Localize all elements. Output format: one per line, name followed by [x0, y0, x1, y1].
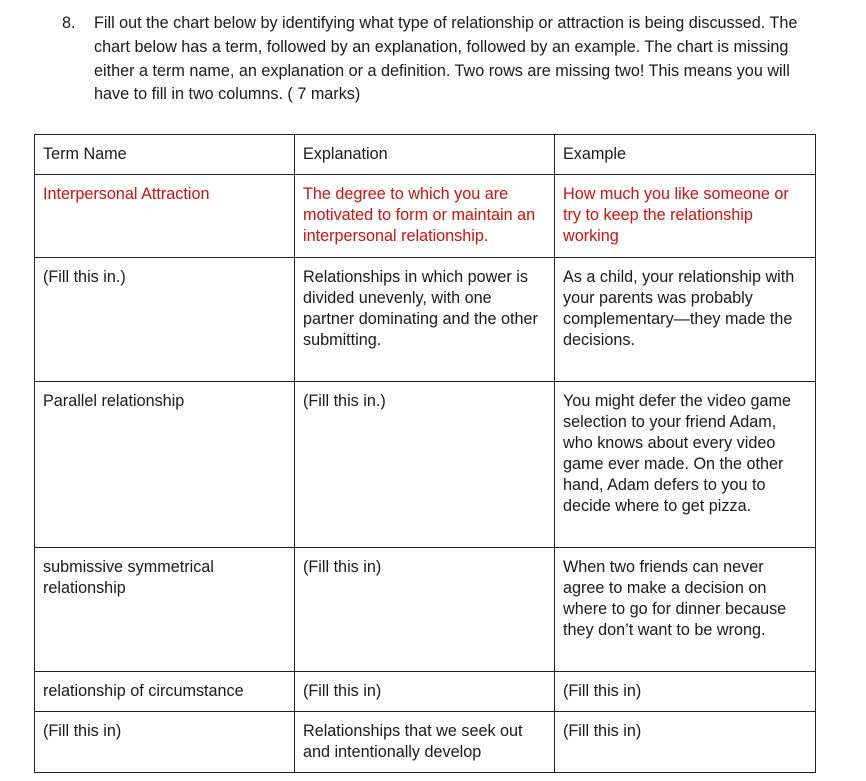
term-cell: (Fill this in) — [35, 712, 295, 773]
term-cell: (Fill this in.) — [35, 258, 295, 382]
header-example: Example — [555, 135, 816, 175]
explanation-cell: Relationships in which power is divided unevenly, with one partner dominating and the other submitting. — [295, 258, 555, 382]
example-cell: (Fill this in) — [555, 712, 816, 773]
explanation-cell: (Fill this in) — [295, 548, 555, 672]
explanation-cell: (Fill this in) — [295, 672, 555, 712]
table-row — [35, 175, 816, 258]
explanation-cell: Relationships that we seek out and intentionally develop — [295, 712, 555, 773]
term-cell: submissive symmetrical relationship — [35, 548, 295, 672]
table-header-row — [35, 135, 816, 175]
header-explanation: Explanation — [295, 135, 555, 175]
question-number: 8. — [62, 14, 76, 32]
table-row — [35, 382, 816, 548]
example-cell: You might defer the video game selection to your friend Adam, who knows about every video game ever made. On the other hand, Adam defers to you to decide where to get pizza. — [555, 382, 816, 548]
question-text: Fill out the chart below by identifying what type of relationship or attraction is being discussed. The chart below has a term, followed by an explanation, followed by an example. The chart is missing either a term name, an explanation or a definition. Two rows are missing two! This means you will have to fill in two columns. ( 7 marks) — [94, 14, 798, 104]
example-cell: How much you like someone or try to keep the relationship working — [555, 175, 816, 258]
term-cell: relationship of circumstance — [35, 672, 295, 712]
example-cell: (Fill this in) — [555, 672, 816, 712]
table-row — [35, 712, 816, 773]
table-row — [35, 548, 816, 672]
example-cell: When two friends can never agree to make a decision on where to go for dinner because they don’t want to be wrong. — [555, 548, 816, 672]
table-row — [35, 258, 816, 382]
example-cell: As a child, your relationship with your parents was probably complementary—they made the decisions. — [555, 258, 816, 382]
header-term-name: Term Name — [35, 135, 295, 175]
explanation-cell: (Fill this in.) — [295, 382, 555, 548]
term-cell: Interpersonal Attraction — [35, 175, 295, 258]
table-row — [35, 672, 816, 712]
term-cell: Parallel relationship — [35, 382, 295, 548]
explanation-cell: The degree to which you are motivated to form or maintain an interpersonal relationship. — [295, 175, 555, 258]
question-block — [62, 12, 822, 107]
relationship-chart-table — [34, 134, 816, 773]
